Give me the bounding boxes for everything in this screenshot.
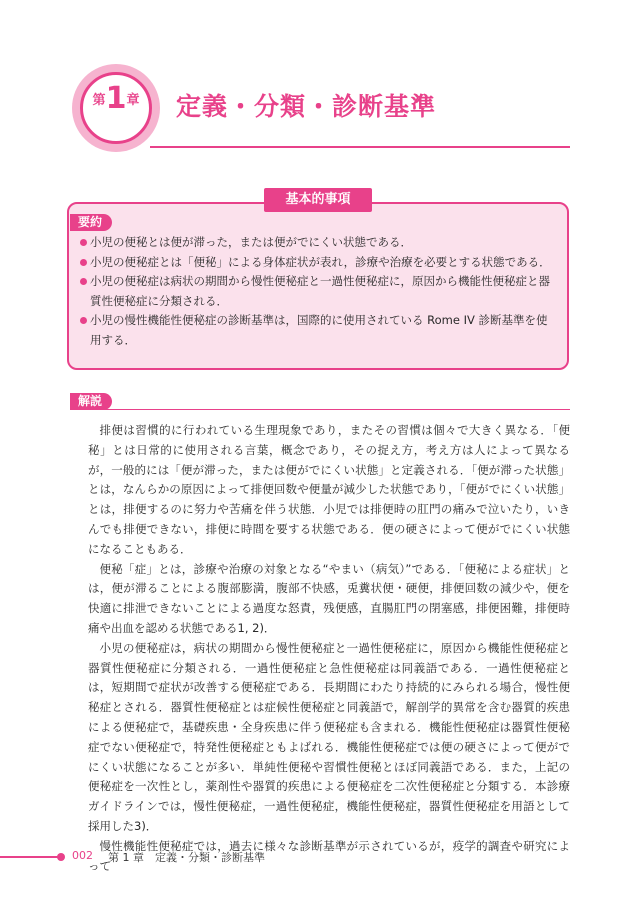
chapter-number-digit: 1	[105, 81, 127, 116]
summary-item: 小児の便秘症とは「便秘」による身体症状が表れ，診療や治療を必要とする状態である．	[80, 253, 558, 273]
paragraph: 小児の便秘症は，病状の期間から慢性便秘症と一過性便秘症に，原因から機能性便秘症と器質性便秘症に分類される．一過性便秘症と急性便秘症は同義語である．一過性便秘症とは，短期間で症状が改善する便秘症である．長期間にわたり持続的にみられる場合，慢性便秘症とされる．器質性便秘症とは症候性便秘症と同義語で，解剖学的異常を含む器質的疾患による便秘症で，基礎疾患・全身疾患に伴う便秘症も含まれる．機能性便秘症は器質性便秘症でない便秘症で，特発性便秘症ともよばれる．機能性便秘症では便の硬さによって便がでにくい状態になることが多い．単純性便秘や習慣性便秘とほぼ同義語である．また，上記の便秘症を一次性とし，薬剤性や器質的疾患による便秘症を二次性便秘症と分類する．本診療ガイドラインでは，慢性便秘症，一過性便秘症，機能性便秘症，器質性便秘症を用語として採用した3)．	[88, 640, 570, 833]
paragraph: 便秘「症」とは，診療や治療の対象となる“やまい（病気）”である．「便秘による症状」とは，便が滞ることによる腹部膨満，腹部不快感，兎糞状便・硬便，排便回数の減少や，便を快適に排泄できないことによる過度な怒責，残便感，直腸肛門の閉塞感，排便困難，排便時痛や出血を認める状態である1, 2)．	[88, 561, 570, 635]
paragraph: 慢性機能性便秘症では，過去に様々な診断基準が示されているが，疫学的調査や研究によって	[88, 838, 570, 873]
summary-item: 小児の便秘とは便が滞った，または便がでにくい状態である．	[80, 233, 558, 253]
footer-rule	[0, 856, 60, 858]
chapter-suffix: 章	[126, 93, 140, 108]
commentary-divider	[70, 409, 570, 410]
summary-list	[80, 233, 558, 350]
chapter-title: 定義・分類・診断基準	[176, 92, 437, 121]
commentary-label: 解説	[70, 393, 112, 410]
summary-item: 小児の慢性機能性便秘症の診断基準は，国際的に使用されている Rome IV 診断基準を使用する．	[80, 311, 558, 350]
commentary-body	[88, 421, 570, 876]
chapter-prefix: 第	[92, 93, 106, 108]
footer-dot	[57, 853, 65, 861]
chapter-number	[80, 81, 152, 116]
summary-label: 要約	[70, 214, 112, 231]
page-number: 002	[72, 849, 93, 862]
paragraph: 排便は習慣的に行われている生理現象であり，またその習慣は個々で大きく異なる．「便秘」とは日常的に使用される言葉，概念であり，その捉え方，考え方は人によって異なるが，一般的には「便が滞った，または便がでにくい状態」と定義される．「便が滞った状態」とは，なんらかの原因によって排便回数や便量が減少した状態であり，「便がでにくい状態」とは，排便するのに努力や苦痛を伴う状態．小児では排便時の肛門の痛みで泣いたり，いきんでも排便できない，排便に時間を要する状態である．便の硬さによって便がでにくい状態になることもある．	[88, 423, 570, 556]
basics-box-title: 基本的事項	[264, 188, 372, 212]
running-title: 第 1 章 定義・分類・診断基準	[108, 851, 265, 864]
summary-item: 小児の便秘症は病状の期間から慢性便秘症と一過性便秘症に，原因から機能性便秘症と器質性便秘症に分類される．	[80, 272, 558, 311]
title-divider	[150, 146, 570, 148]
